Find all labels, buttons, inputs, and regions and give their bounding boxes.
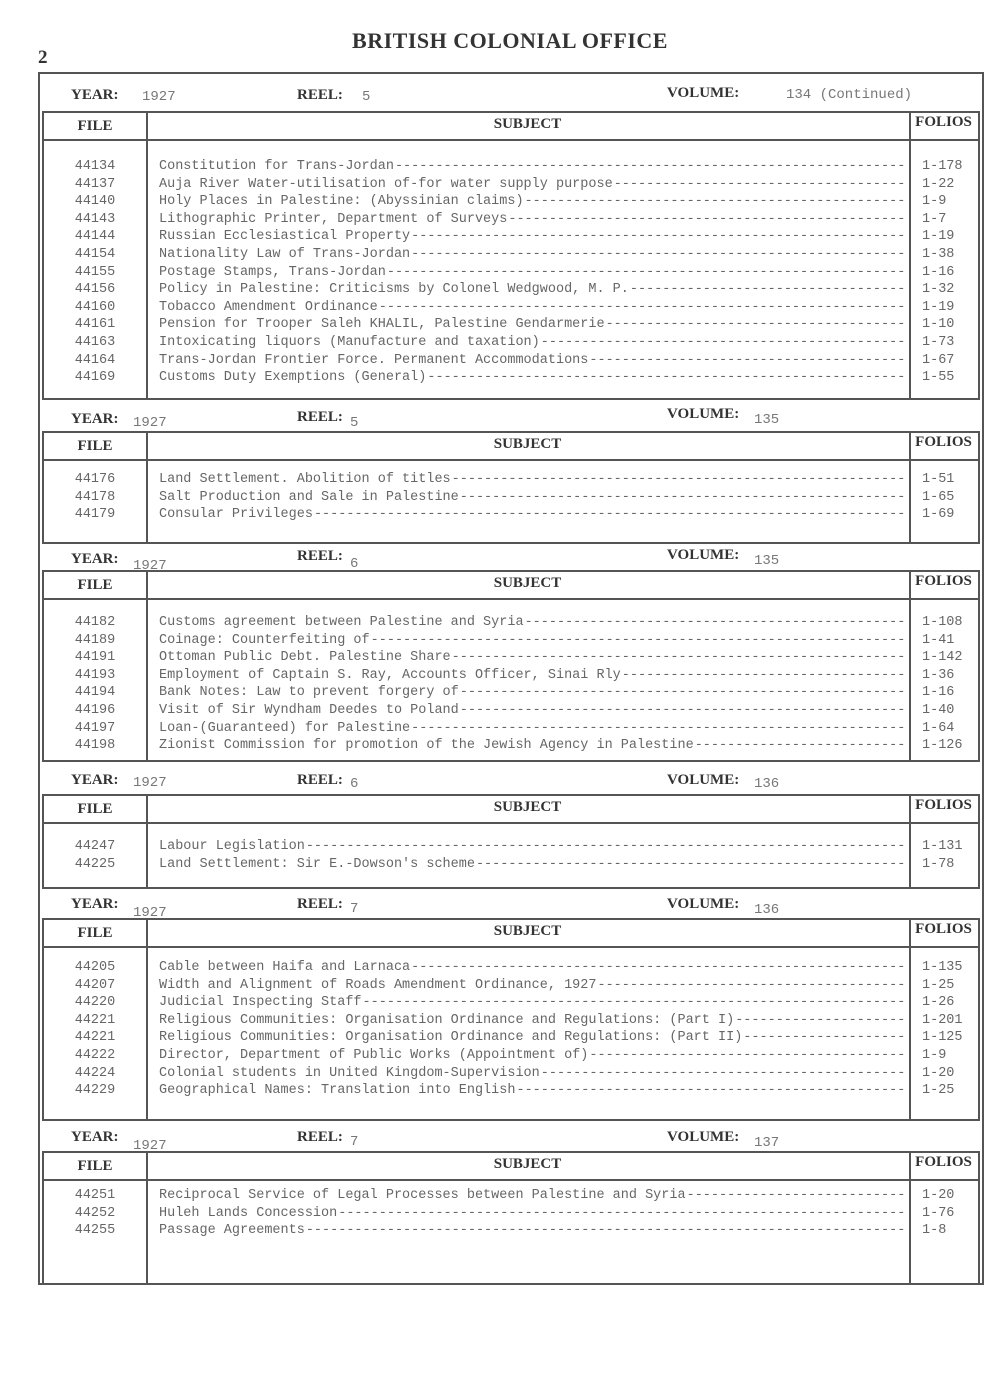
file-number: 44207: [74, 977, 116, 993]
subject-text: Constitution for Trans-Jordan -----: [159, 158, 904, 176]
year-value: 1927: [133, 415, 167, 431]
file-number: 44160: [74, 299, 116, 315]
file-number: 44189: [74, 632, 116, 648]
file-number: 44205: [74, 960, 116, 975]
volume-value: 135: [754, 412, 780, 428]
section-table: [42, 570, 980, 762]
table-row: [44, 720, 978, 738]
subject-text: Judicial Inspecting Staff -----: [159, 994, 904, 1012]
year-label: YEAR:: [71, 896, 119, 912]
folios-value: 1-8: [922, 1223, 947, 1239]
subject-text: Geographical Names: Translation into English -----: [159, 1082, 904, 1100]
folios-value: 1-38: [922, 246, 955, 262]
table-row: [44, 1222, 978, 1240]
subject-text: Director, Department of Public Works (Appointment of) -----: [159, 1047, 904, 1065]
file-number: 44164: [74, 352, 116, 368]
volume-label: VOLUME:: [667, 547, 740, 563]
rows: [44, 614, 978, 755]
subject-text: Land Settlement: Sir E.-Dowson's scheme -----: [159, 856, 904, 874]
folios-value: 1-19: [922, 229, 955, 245]
file-number: 44247: [74, 839, 116, 854]
folios-header: FOLIOS: [915, 573, 972, 589]
file-number: 44155: [74, 264, 116, 280]
folios-value: 1-16: [922, 685, 955, 701]
table-row: [44, 702, 978, 720]
table-row: [44, 977, 978, 995]
folios-value: 1-36: [922, 667, 955, 683]
file-number: 44222: [74, 1047, 116, 1063]
rows: [44, 1187, 978, 1240]
subject-text: Postage Stamps, Trans-Jordan -----: [159, 264, 904, 282]
table-row: [44, 334, 978, 352]
table-row: [44, 632, 978, 650]
folios-value: 1-125: [922, 1030, 963, 1046]
reel-label: REEL:: [297, 87, 343, 103]
year-value: 1927: [133, 905, 167, 921]
file-number: 44224: [74, 1065, 116, 1081]
table-row: [44, 316, 978, 334]
file-number: 44229: [74, 1083, 116, 1099]
folios-header: FOLIOS: [915, 921, 972, 937]
file-number: 44225: [74, 856, 116, 872]
section-table: [42, 918, 980, 1121]
table-row: [44, 1065, 978, 1083]
file-number: 44193: [74, 667, 116, 683]
reel-value: 6: [350, 556, 359, 572]
subject-text: Customs agreement between Palestine and Syria -----: [159, 614, 904, 632]
volume-label: VOLUME:: [667, 772, 740, 788]
folios-value: 1-67: [922, 352, 955, 368]
file-number: 44221: [74, 1030, 116, 1046]
folios-value: 1-25: [922, 977, 955, 993]
file-number: 44197: [74, 720, 116, 736]
file-number: 44154: [74, 246, 116, 262]
catalog-frame: [38, 72, 984, 1285]
folios-value: 1-135: [922, 960, 963, 975]
file-number: 44178: [74, 489, 116, 505]
subject-header: SUBJECT: [493, 799, 562, 815]
file-header: FILE: [77, 925, 113, 941]
folios-header: FOLIOS: [915, 797, 972, 813]
rows: [44, 158, 978, 387]
subject-text: Policy in Palestine: Criticisms by Colonel Wedgwood, M. P. -----: [159, 281, 904, 299]
subject-header: SUBJECT: [493, 575, 562, 591]
table-row: [44, 489, 978, 507]
subject-text: Passage Agreements -----: [159, 1222, 904, 1240]
subject-text: Russian Ecclesiastical Property -----: [159, 228, 904, 246]
file-number: 44221: [74, 1012, 116, 1028]
subject-text: Zionist Commission for promotion of the Jewish Agency in Palestine -----: [159, 737, 904, 755]
folios-value: 1-76: [922, 1205, 955, 1221]
folios-value: 1-25: [922, 1083, 955, 1099]
table-row: [44, 1047, 978, 1065]
table-row: [44, 176, 978, 194]
subject-text: Religious Communities: Organisation Ordinance and Regulations: (Part I) -----: [159, 1012, 904, 1030]
subject-text: Customs Duty Exemptions (General) -----: [159, 369, 904, 387]
file-number: 44134: [74, 159, 116, 174]
folios-value: 1-40: [922, 702, 955, 718]
table-row: [44, 158, 978, 176]
reel-label: REEL:: [297, 772, 343, 788]
file-number: 44252: [74, 1205, 116, 1221]
folios-value: 1-41: [922, 632, 955, 648]
file-number: 44156: [74, 282, 116, 298]
file-number: 44169: [74, 370, 116, 386]
subject-text: Holy Places in Palestine: (Abyssinian claims) -----: [159, 193, 904, 211]
table-row: [44, 649, 978, 667]
folios-value: 1-69: [922, 507, 955, 523]
subject-text: Salt Production and Sale in Palestine -----: [159, 489, 904, 507]
folios-header: FOLIOS: [915, 1154, 972, 1170]
subject-header: SUBJECT: [493, 1156, 562, 1172]
subject-text: Intoxicating liquors (Manufacture and taxation) -----: [159, 334, 904, 352]
volume-label: VOLUME:: [667, 406, 740, 422]
reel-value: 7: [350, 901, 359, 917]
table-row: [44, 246, 978, 264]
subject-text: Colonial students in United Kingdom-Supervision -----: [159, 1065, 904, 1083]
reel-value: 7: [350, 1134, 359, 1150]
reel-value: 6: [350, 776, 359, 792]
page-number: 2: [38, 47, 48, 68]
folios-value: 1-55: [922, 370, 955, 386]
file-number: 44191: [74, 650, 116, 666]
year-value: 1927: [133, 558, 167, 574]
table-row: [44, 994, 978, 1012]
folios-value: 1-26: [922, 995, 955, 1011]
file-number: 44220: [74, 995, 116, 1011]
subject-text: Tobacco Amendment Ordinance -----: [159, 299, 904, 317]
folios-value: 1-19: [922, 299, 955, 315]
file-number: 44143: [74, 211, 116, 227]
folios-value: 1-32: [922, 282, 955, 298]
file-header: FILE: [77, 118, 113, 134]
table-row: [44, 471, 978, 489]
file-number: 44196: [74, 702, 116, 718]
table-row: [44, 211, 978, 229]
folios-value: 1-73: [922, 334, 955, 350]
table-row: [44, 264, 978, 282]
reel-label: REEL:: [297, 409, 343, 425]
file-number: 44255: [74, 1223, 116, 1239]
subject-text: Coinage: Counterfeiting of -----: [159, 632, 904, 650]
table-row: [44, 299, 978, 317]
file-number: 44194: [74, 685, 116, 701]
subject-text: Labour Legislation -----: [159, 838, 904, 856]
file-number: 44179: [74, 507, 116, 523]
table-row: [44, 228, 978, 246]
year-label: YEAR:: [71, 411, 119, 427]
folios-value: 1-201: [922, 1012, 963, 1028]
volume-value: 136: [754, 776, 780, 792]
folios-value: 1-16: [922, 264, 955, 280]
file-number: 44161: [74, 317, 116, 333]
folios-value: 1-78: [922, 856, 955, 872]
file-number: 44140: [74, 194, 116, 210]
file-header: FILE: [77, 438, 113, 454]
folios-value: 1-65: [922, 489, 955, 505]
file-number: 44144: [74, 229, 116, 245]
rows: [44, 959, 978, 1100]
file-header: FILE: [77, 577, 113, 593]
volume-label: VOLUME:: [667, 85, 740, 101]
subject-text: Bank Notes: Law to prevent forgery of -----: [159, 684, 904, 702]
subject-text: Religious Communities: Organisation Ordinance and Regulations: (Part II) -----: [159, 1029, 904, 1047]
table-row: [44, 1012, 978, 1030]
volume-value: 137: [754, 1135, 780, 1151]
section-table: [42, 111, 980, 400]
subject-text: Ottoman Public Debt. Palestine Share -----: [159, 649, 904, 667]
reel-value: 5: [362, 89, 371, 105]
page-title: BRITISH COLONIAL OFFICE: [352, 28, 668, 53]
folios-header: FOLIOS: [915, 434, 972, 450]
file-number: 44137: [74, 176, 116, 192]
subject-text: Visit of Sir Wyndham Deedes to Poland -----: [159, 702, 904, 720]
table-row: [44, 281, 978, 299]
section-table: [42, 794, 980, 889]
folios-value: 1-9: [922, 1047, 947, 1063]
volume-value: 136: [754, 902, 780, 918]
subject-text: Pension for Trooper Saleh KHALIL, Palestine Gendarmerie -----: [159, 316, 904, 334]
table-row: [44, 1205, 978, 1223]
table-row: [44, 1187, 978, 1205]
file-header: FILE: [77, 801, 113, 817]
volume-value: 134 (Continued): [786, 87, 913, 103]
subject-text: Huleh Lands Concession -----: [159, 1205, 904, 1223]
table-row: [44, 193, 978, 211]
table-row: [44, 856, 978, 874]
table-row: [44, 369, 978, 387]
year-label: YEAR:: [71, 1129, 119, 1145]
volume-label: VOLUME:: [667, 896, 740, 912]
volume-value: 135: [754, 553, 780, 569]
subject-header: SUBJECT: [493, 923, 562, 939]
reel-label: REEL:: [297, 548, 343, 564]
table-row: [44, 737, 978, 755]
subject-header: SUBJECT: [493, 436, 562, 452]
year-value: 1927: [142, 89, 176, 105]
rows: [44, 471, 978, 524]
folios-value: 1-22: [922, 176, 955, 192]
subject-text: Loan-(Guaranteed) for Palestine -----: [159, 720, 904, 738]
folios-value: 1-131: [922, 839, 963, 854]
subject-text: Trans-Jordan Frontier Force. Permanent Accommodations -----: [159, 352, 904, 370]
folios-value: 1-20: [922, 1188, 955, 1203]
subject-text: Reciprocal Service of Legal Processes between Palestine and Syria -----: [159, 1187, 904, 1205]
file-number: 44198: [74, 738, 116, 754]
folios-value: 1-51: [922, 472, 955, 487]
folios-value: 1-108: [922, 615, 963, 630]
table-row: [44, 684, 978, 702]
file-number: 44251: [74, 1188, 116, 1203]
file-header: FILE: [77, 1158, 113, 1174]
section-table: [42, 1151, 980, 1285]
subject-header: SUBJECT: [493, 116, 562, 132]
year-value: 1927: [133, 775, 167, 791]
folios-value: 1-10: [922, 317, 955, 333]
subject-text: Employment of Captain S. Ray, Accounts Officer, Sinai Rly -----: [159, 667, 904, 685]
year-value: 1927: [133, 1138, 167, 1154]
subject-text: Nationality Law of Trans-Jordan -----: [159, 246, 904, 264]
folios-value: 1-20: [922, 1065, 955, 1081]
year-label: YEAR:: [71, 87, 119, 103]
table-row: [44, 667, 978, 685]
table-row: [44, 506, 978, 524]
table-row: [44, 614, 978, 632]
year-label: YEAR:: [71, 772, 119, 788]
subject-text: Land Settlement. Abolition of titles -----: [159, 471, 904, 489]
folios-value: 1-64: [922, 720, 955, 736]
folios-header: FOLIOS: [915, 114, 972, 130]
subject-text: Lithographic Printer, Department of Surveys -----: [159, 211, 904, 229]
table-row: [44, 1029, 978, 1047]
subject-text: Auja River Water-utilisation of-for water supply purpose -----: [159, 176, 904, 194]
folios-value: 1-7: [922, 211, 947, 227]
rows: [44, 838, 978, 873]
subject-text: Cable between Haifa and Larnaca -----: [159, 959, 904, 977]
file-number: 44182: [74, 615, 116, 630]
reel-value: 5: [350, 415, 359, 431]
reel-label: REEL:: [297, 896, 343, 912]
section-table: [42, 431, 980, 544]
file-number: 44176: [74, 472, 116, 487]
table-row: [44, 838, 978, 856]
volume-label: VOLUME:: [667, 1129, 740, 1145]
folios-value: 1-9: [922, 194, 947, 210]
year-label: YEAR:: [71, 551, 119, 567]
table-row: [44, 1082, 978, 1100]
folios-value: 1-178: [922, 159, 963, 174]
subject-text: Consular Privileges -----: [159, 506, 904, 524]
reel-label: REEL:: [297, 1129, 343, 1145]
file-number: 44163: [74, 334, 116, 350]
table-row: [44, 352, 978, 370]
subject-text: Width and Alignment of Roads Amendment Ordinance, 1927 -----: [159, 977, 904, 995]
table-row: [44, 959, 978, 977]
folios-value: 1-126: [922, 738, 963, 754]
folios-value: 1-142: [922, 650, 963, 666]
